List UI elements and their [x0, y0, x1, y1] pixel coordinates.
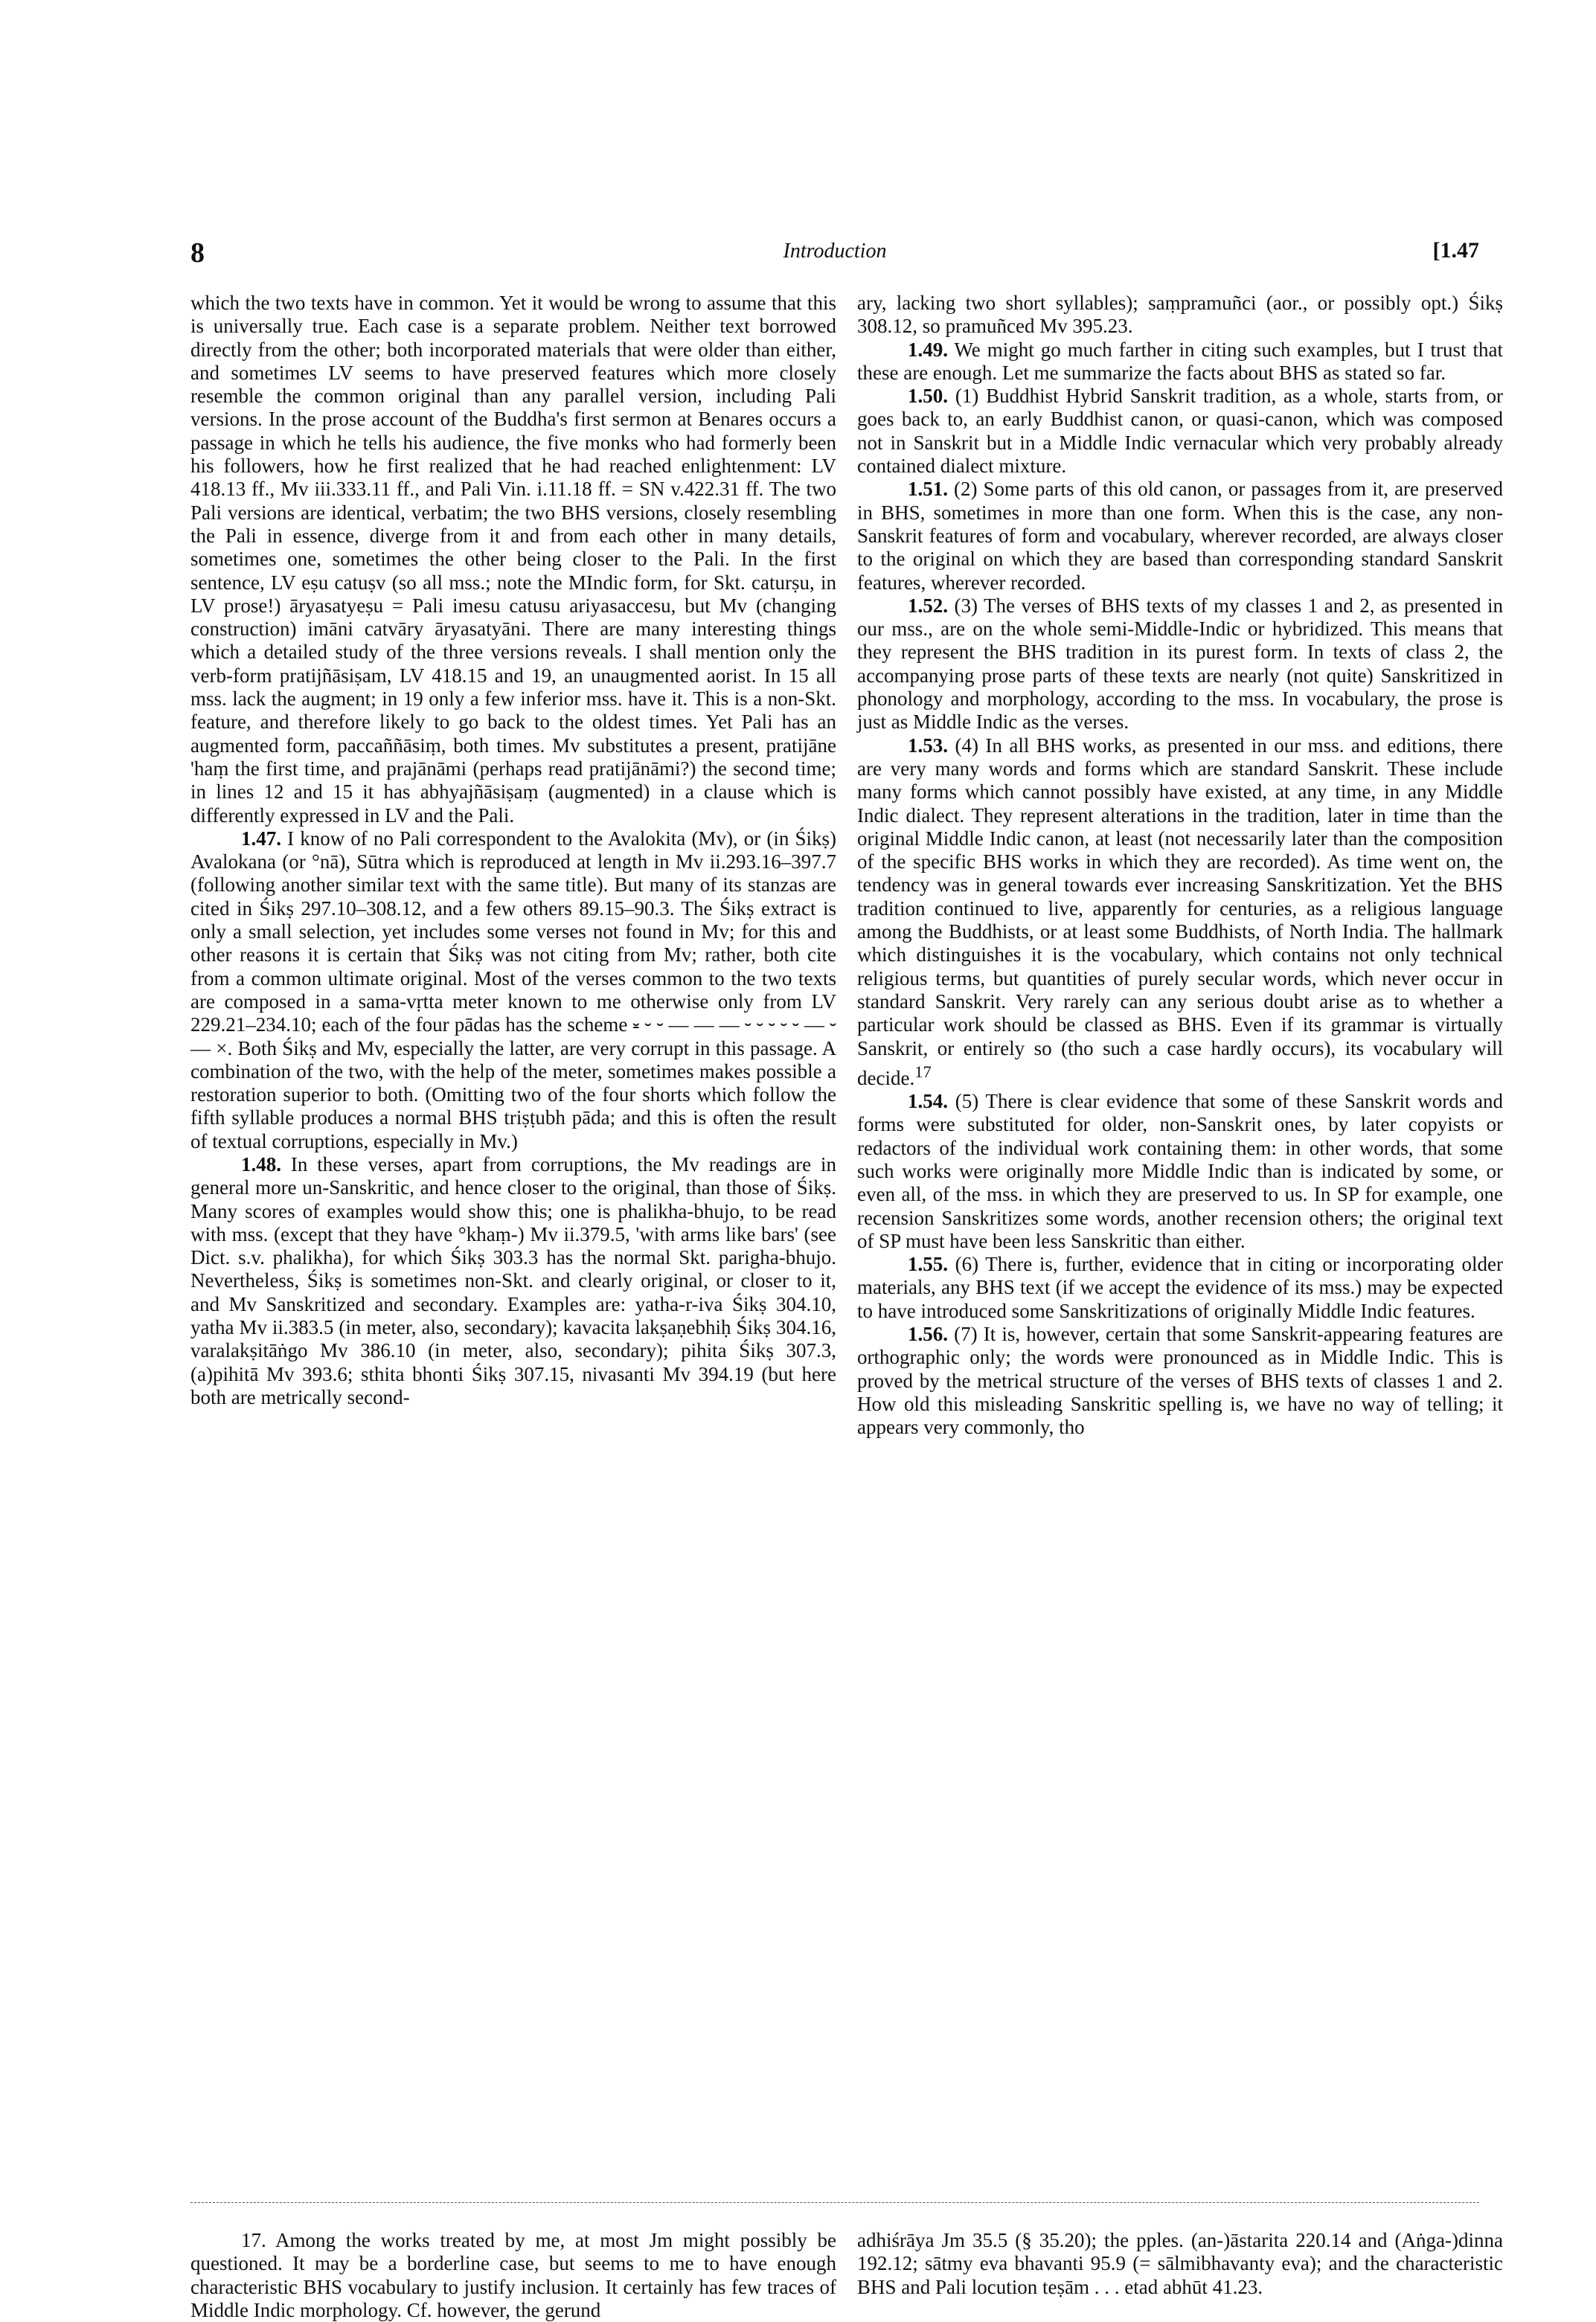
- section-1-53: [857, 734, 1503, 1090]
- page-header: [190, 237, 1479, 269]
- section-number: 1.47.: [241, 827, 281, 850]
- section-1-51: [857, 478, 1503, 594]
- section-1-49: [857, 339, 1503, 385]
- section-reference: [1.47: [1432, 238, 1479, 263]
- footnote-divider: [190, 2202, 1479, 2203]
- section-text: (7) It is, however, certain that some Sanskrit-appearing features are orthographic only; the words were pronounced as in Middle Indic. This is proved by the metrical structure of the verses of BHS texts of classes 1 and 2. How old this misleading Sanskritic spelling is, we have no way of telling; it appears very commonly, tho: [857, 1323, 1504, 1439]
- footnote-17: 17. Among the works treated by me, at most Jm might possibly be questioned. It may be a borderline case, but seems to me to have enough characteristic BHS vocabulary to justify inclusion. It certainly has few traces of Middle Indic morphology. Cf. however, the gerund: [190, 2229, 836, 2321]
- section-number: 1.56.: [908, 1323, 948, 1346]
- section-text: (6) There is, further, evidence that in citing or incorporating older materials, any BHS text (if we accept the evidence of its mss.) may be expected to have introduced some Sanskritizations of originally Middle Indic features.: [857, 1253, 1504, 1322]
- section-text: (3) The verses of BHS texts of my classes 1 and 2, as presented in our mss., are on the whole semi-Middle-Indic or hybridized. This means that they represent the BHS tradition in its purest form. In texts of class 2, the accompanying prose parts of these texts are nearly (not quite) Sanskritized in phonology and morphology, according to the mss. In vocabulary, the prose is just as Middle Indic as the verses.: [857, 594, 1503, 734]
- section-text: (4) In all BHS works, as presented in our mss. and editions, there are very many words and forms which are standard Sanskrit. These include many forms which cannot possibly have existed, at any time, in any Middle Indic dialect. They represent alterations in the tradition, later in time than the original Middle Indic canon, at least (not necessarily later than the composition of the specific BHS works in which they are recorded). As time went on, the tendency was in general towards ever increasing Sanskritization. Yet the BHS tradition continued to live, apparently for centuries, as a religious language among the Buddhists, or at least some Buddhists, of North India. The hallmark which distinguishes it is the vocabulary, which contains not only technical religious terms, but quantities of purely secular words, which never occur in standard Sanskrit. Very rarely can any serious doubt arise as to whether a particular work should be classed as BHS. Even if its grammar is virtually Sanskrit, or entirely so (tho such a case hardly occurs), its vocabulary will decide.: [857, 734, 1503, 1089]
- running-title: Introduction: [783, 240, 887, 263]
- section-number: 1.50.: [908, 385, 948, 408]
- footnote-17-continuation: adhiśrāya Jm 35.5 (§ 35.20); the pples. (an-)āstarita 220.14 and (Aṅga-)dinna 192.12; sātmy eva bhavanti 95.9 (= sālmibhavanty eva); and the characteristic BHS and Pali locution teṣām . . . etad abhūt 41.23.: [857, 2229, 1503, 2298]
- section-text: I know of no Pali correspondent to the Avalokita (Mv), or (in Śikṣ) Avalokana (or °nā), Sūtra which is reproduced at length in Mv ii.293.16–397.7 (following another similar text with the same title). But many of its stanzas are cited in Śikṣ 297.10–308.12, and a few others 89.15–90.3. The Śikṣ extract is only a small selection, yet includes some verses not found in Mv; for this and other reasons it is certain that Śikṣ was not citing from Mv; rather, both cite from a common ultimate original. Most of the verses common to the two texts are composed in a sama-vṛtta meter known to me otherwise only from LV 229.21–234.10; each of the four pādas has the scheme ⏓ ⏑ ⏑ — — — ⏑ ⏑ ⏑ ⏑ ⏑ — ⏑ — ×. Both Śikṣ and Mv, especially the latter, are very corrupt in this passage. A combination of the two, with the help of the meter, sometimes makes possible a restoration superior to both. (Omitting two of the four shorts which follow the fifth syllable produces a normal BHS triṣṭubh pāda; and this is often the result of textual corruptions, especially in Mv.): [190, 827, 836, 1152]
- paragraph-continuation: which the two texts have in common. Yet it would be wrong to assume that this is universally true. Each case is a separate problem. Neither text borrowed directly from the other; both incorporated materials that were older than either, and sometimes LV seems to have preserved features which more closely resemble the common original than any parallel version, including Pali versions. In the prose account of the Buddha's first sermon at Benares occurs a passage in which he tells his audience, the five monks who had formerly been his followers, how he first realized that he had reached enlightenment: LV 418.13 ff., Mv iii.333.11 ff., and Pali Vin. i.11.18 ff. = SN v.422.31 ff. The two Pali versions are identical, verbatim; the two BHS versions, closely resembling the Pali in essence, diverge from it and from each other in many details, sometimes one, sometimes the other being closer to the Pali. In the first sentence, LV eṣu catuṣv (so all mss.; note the MIndic form, for Skt. caturṣu, in LV prose!) āryasatyeṣu = Pali imesu catusu ariyasaccesu, but Mv (changing construction) imāni catvāry āryasatyāni. There are many interesting things which a detailed study of the three versions reveals. I shall mention only the verb-form pratijñāsiṣam, LV 418.15 and 19, an unaugmented aorist. In 15 all mss. lack the augment; in 19 only a few inferior mss. have it. This is a non-Skt. feature, and therefore likely to go back to the oldest times. Yet Pali has an augmented form, paccaññāsiṃ, both times. Mv substitutes a present, pratijāne 'haṃ the first time, and prajānāmi (perhaps read pratijānāmi?) the second time; in lines 12 and 15 it has abhyajñāsiṣaṃ (augmented) in a clause which is differently expressed in LV and the Pali.: [190, 292, 836, 827]
- section-number: 1.48.: [241, 1152, 281, 1176]
- section-1-55: [857, 1253, 1503, 1323]
- section-text: (1) Buddhist Hybrid Sanskrit tradition, as a whole, starts from, or goes back to, an early Buddhist canon, or quasi-canon, which was composed not in Sanskrit but in a Middle Indic vernacular which very probably already contained dialect mixture.: [857, 385, 1504, 478]
- page-number: 8: [190, 237, 205, 269]
- section-text: We might go much farther in citing such examples, but I trust that these are enough. Let me summarize the facts about BHS as stated so far.: [857, 338, 1503, 384]
- section-1-52: [857, 594, 1503, 734]
- section-number: 1.54.: [908, 1090, 948, 1113]
- left-column: [190, 292, 836, 1409]
- section-number: 1.55.: [908, 1253, 948, 1276]
- section-number: 1.51.: [908, 478, 948, 501]
- right-column: [857, 292, 1503, 1440]
- section-1-47: [190, 827, 836, 1153]
- section-text: (2) Some parts of this old canon, or passages from it, are preserved in BHS, sometimes in more than one form. When this is the case, any non-Sanskrit features of form and vocabulary, wherever recorded, are always closer to the original on which they are based than corresponding standard Sanskrit features, wherever recorded.: [857, 478, 1503, 594]
- section-text: In these verses, apart from corruptions, the Mv readings are in general more un-Sanskritic, and hence closer to the original, than those of Śikṣ. Many scores of examples would show this; one is phalikha-bhujo, to be read with mss. (except that they have °khaṃ-) Mv ii.379.5, 'with arms like bars' (see Dict. s.v. phalikha), for which Śikṣ 303.3 has the normal Skt. parigha-bhujo. Nevertheless, Śikṣ is sometimes non-Skt. and clearly original, or closer to it, and Mv Sanskritized and secondary. Examples are: yatha-r-iva Śikṣ 304.10, yatha Mv ii.383.5 (in meter, also, secondary); kavacita lakṣaṇebhiḥ Śikṣ 304.16, varalakṣitāṅgo Mv 386.10 (in meter, also, secondary); pihita Śikṣ 307.3, (a)pihitā Mv 393.6; sthita bhonti Śikṣ 307.15, nivasanti Mv 394.19 (but here both are metrically second-: [190, 1152, 836, 1408]
- section-number: 1.53.: [908, 734, 948, 757]
- section-text: (5) There is clear evidence that some of these Sanskrit words and forms were substituted for older, non-Sanskrit ones, by later copyists or redactors of the individual work containing them: in other words, that some such works were originally more Middle Indic than is indicated by some, or even all, of the mss. in which they are preserved to us. In SP for example, one recension Sanskritizes some words, another recension others; the original text of SP must have been less Sanskritic than either.: [857, 1090, 1503, 1252]
- footnote-reference[interactable]: 17: [914, 1062, 932, 1081]
- section-1-54: [857, 1090, 1503, 1253]
- footnote-left: [190, 2229, 836, 2322]
- section-1-48: [190, 1153, 836, 1409]
- footnote-right: [857, 2229, 1503, 2299]
- section-1-56: [857, 1323, 1503, 1439]
- paragraph-continuation: ary, lacking two short syllables); saṃpramuñci (aor., or possibly opt.) Śikṣ 308.12, so pramuñced Mv 395.23.: [857, 292, 1503, 338]
- section-number: 1.52.: [908, 594, 948, 617]
- section-number: 1.49.: [908, 338, 948, 361]
- section-1-50: [857, 385, 1503, 478]
